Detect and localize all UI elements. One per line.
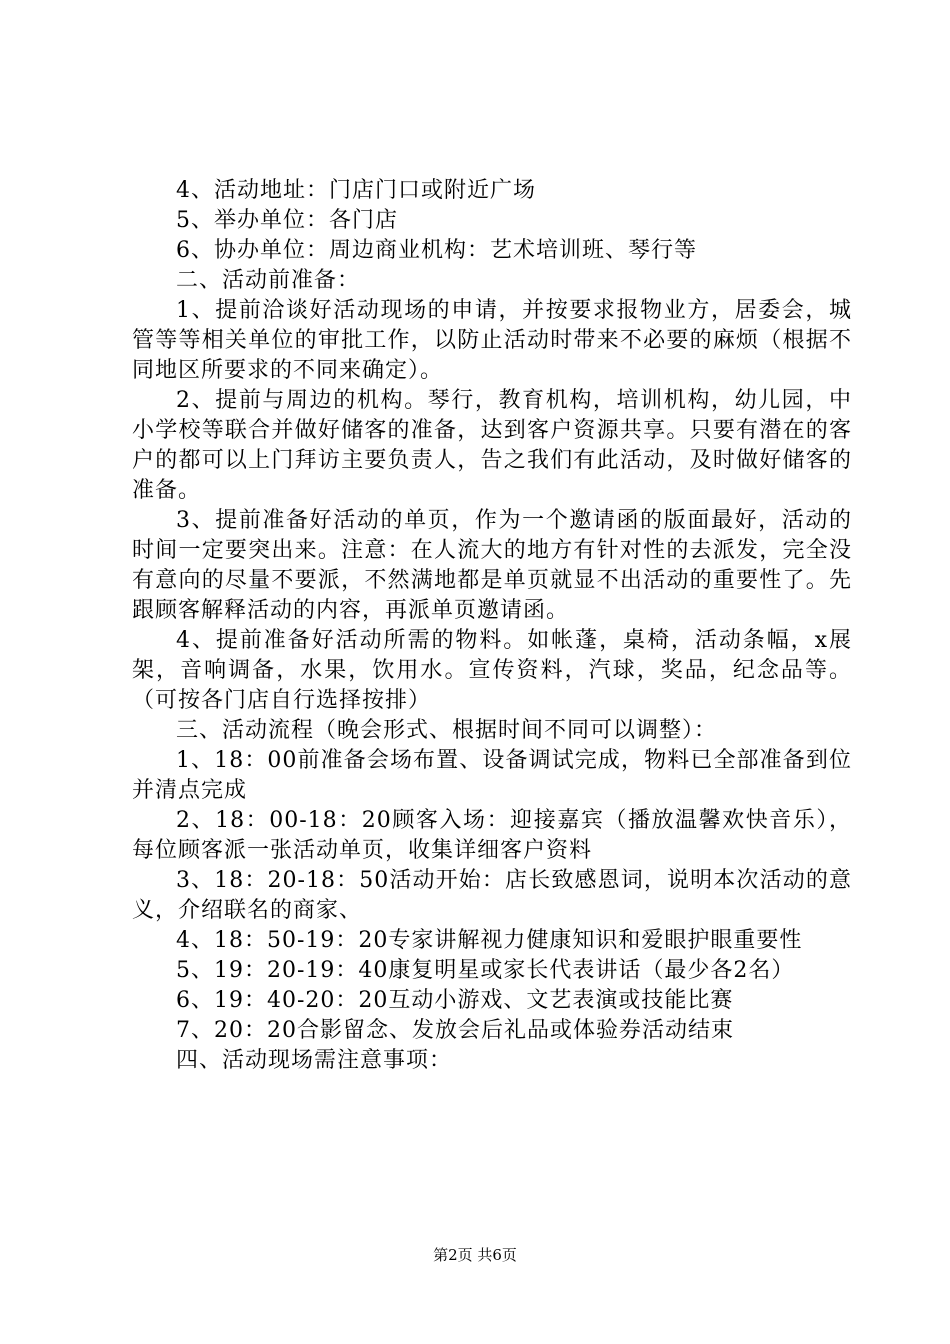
page-footer: 第2页 共6页 [433, 1246, 517, 1264]
paragraph: 2、提前与周边的机构。琴行，教育机构，培训机构，幼儿园，中小学校等联合并做好储客的准备，达到客户资源共享。只要有潜在的客户的都可以上门拜访主要负责人，告之我们有此活动，及时做好储客的准备。 [132, 388, 852, 503]
paragraph: 5、19：20-19：40康复明星或家长代表讲话（最少各2名） [176, 958, 795, 983]
section-heading: 四、活动现场需注意事项： [176, 1048, 453, 1073]
document-body [132, 176, 852, 1076]
paragraph: 3、提前准备好活动的单页，作为一个邀请函的版面最好，活动的时间一定要突出来。注意：在人流大的地方有针对性的去派发，完全没有意向的尽量不要派，不然满地都是单页就显不出活动的重要性了。先跟顾客解释活动的内容，再派单页邀请函。 [132, 508, 852, 623]
paragraph: 6、19：40-20：20互动小游戏、文艺表演或技能比赛 [176, 988, 734, 1013]
paragraph: 4、提前准备好活动所需的物料。如帐蓬，桌椅，活动条幅，x展架，音响调备，水果，饮用水。宣传资料，汽球，奖品，纪念品等。（可按各门店自行选择按排） [132, 628, 852, 713]
paragraph: 7、20：20合影留念、发放会后礼品或体验券活动结束 [176, 1018, 734, 1043]
paragraph: 5、举办单位：各门店 [176, 208, 398, 233]
paragraph: 3、18：20-18：50活动开始：店长致感恩词，说明本次活动的意义，介绍联名的商家、 [132, 868, 852, 923]
paragraph: 2、18：00-18：20顾客入场：迎接嘉宾（播放温馨欢快音乐），每位顾客派一张活动单页，收集详细客户资料 [132, 808, 852, 863]
paragraph: 1、提前洽谈好活动现场的申请，并按要求报物业方，居委会，城管等等相关单位的审批工作，以防止活动时带来不必要的麻烦（根据不同地区所要求的不同来确定）。 [132, 298, 852, 383]
paragraph: 4、18：50-19：20专家讲解视力健康知识和爱眼护眼重要性 [176, 928, 803, 953]
section-heading: 二、活动前准备： [176, 268, 361, 293]
paragraph: 1、18：00前准备会场布置、设备调试完成，物料已全部准备到位并清点完成 [132, 748, 852, 803]
section-heading: 三、活动流程（晚会形式、根据时间不同可以调整）： [176, 718, 718, 743]
paragraph: 4、活动地址：门店门口或附近广场 [176, 178, 536, 203]
paragraph: 6、协办单位：周边商业机构：艺术培训班、琴行等 [176, 238, 697, 263]
